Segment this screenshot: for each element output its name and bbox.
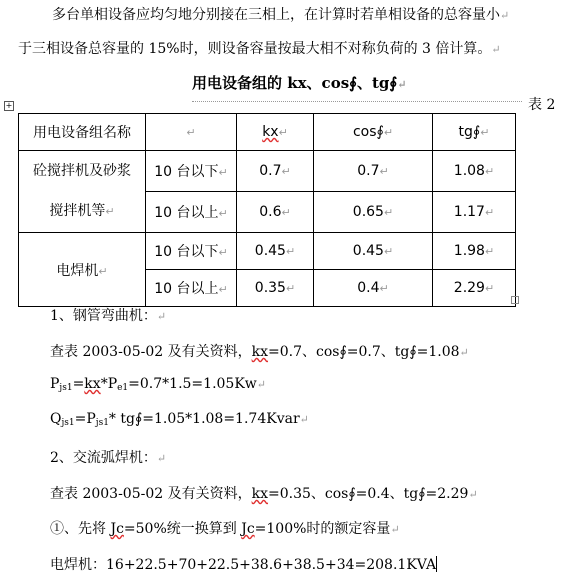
cell-mark-icon: ↵ — [480, 126, 490, 139]
kx-cell: 0.35↵ — [237, 270, 314, 307]
cell-mark-icon: ↵ — [98, 264, 108, 278]
count-cell: 10 台以上↵ — [146, 192, 237, 233]
cell-mark-icon: ↵ — [218, 246, 228, 259]
cell-mark-icon: ↵ — [484, 282, 495, 295]
p-js1-formula: $P_{js1}=kx*P_{e1}=0.7*1.5=1.05Kw↵$ — [50, 376, 266, 393]
cell-mark-icon: ↵ — [278, 126, 288, 139]
cell-mark-icon: ↵ — [383, 245, 394, 258]
header-cell: tg∮↵ — [433, 114, 516, 151]
cos-cell: 0.4↵ — [314, 270, 433, 307]
paragraph-mark-icon: ↵ — [156, 310, 167, 323]
group-name-cell: 电焊机↵ — [19, 233, 146, 307]
group-name-cell: 砼搅拌机及砂浆 搅拌机等↵ — [19, 151, 146, 233]
cell-mark-icon: ↵ — [383, 126, 394, 139]
table-resize-handle[interactable] — [511, 296, 519, 304]
header-cell: kx↵ — [237, 114, 314, 151]
intro-line-2: 于三相设备总容量的 15%时，则设备容量按最大相不对称负荷的 3 倍计算。↵ — [18, 41, 501, 57]
count-cell: 10 台以下↵ — [146, 151, 237, 192]
caption-divider — [192, 101, 522, 102]
intro-line-1: 多台单相设备应均匀地分别接在三相上，在计算时若单相设备的总容量小↵ — [52, 7, 510, 23]
cell-mark-icon: ↵ — [218, 283, 228, 296]
kx-cell: 0.45↵ — [237, 233, 314, 270]
cell-mark-icon: ↵ — [484, 206, 495, 219]
table-header-row — [19, 114, 516, 151]
paragraph-mark-icon: ↵ — [468, 488, 478, 501]
header-cell: 用电设备组名称 — [19, 114, 146, 151]
table-caption: 用电设备组的 kx、cos∮、tg∮↵ — [192, 74, 407, 92]
kx-cell: 0.6↵ — [237, 192, 314, 233]
count-cell: 10 台以上↵ — [146, 270, 237, 307]
paragraph-mark-icon: ↵ — [459, 346, 469, 359]
section-1-lookup: 查表 2003-05-02 及有关资料，kx=0.7、cos∮=0.7、tg∮=1.08↵ — [50, 344, 469, 360]
table-move-handle-icon[interactable]: + — [5, 101, 13, 110]
cos-cell: 0.7↵ — [314, 151, 433, 192]
welder-total[interactable]: 电焊机：16+22.5+70+22.5+38.6+38.5+34=208.1KVA — [50, 557, 437, 573]
table-row — [19, 151, 516, 192]
cell-mark-icon: ↵ — [281, 165, 291, 178]
paragraph-mark-icon: ↵ — [397, 78, 407, 91]
cell-mark-icon: ↵ — [484, 165, 495, 178]
cell-mark-icon: ↵ — [383, 206, 394, 219]
table-row — [19, 233, 516, 270]
count-cell: 10 台以下↵ — [146, 233, 237, 270]
paragraph-mark-icon: ↵ — [156, 452, 167, 465]
table-note: 表 2 — [528, 97, 556, 113]
cell-mark-icon: ↵ — [186, 126, 196, 139]
coefficient-table — [18, 113, 516, 307]
paragraph-mark-icon: ↵ — [500, 9, 510, 22]
cell-mark-icon: ↵ — [218, 166, 228, 179]
section-2-title: 2、交流弧焊机：↵ — [50, 450, 167, 466]
cell-mark-icon: ↵ — [484, 245, 495, 258]
cos-cell: 0.45↵ — [314, 233, 433, 270]
cell-mark-icon: ↵ — [285, 245, 296, 258]
section-2-lookup: 查表 2003-05-02 及有关资料，kx=0.35、cos∮=0.4、tg∮=2.29↵ — [50, 486, 478, 502]
section-1-title: 1、钢管弯曲机：↵ — [50, 308, 167, 324]
paragraph-mark-icon: ↵ — [390, 523, 400, 536]
tg-cell: 1.17↵ — [433, 192, 516, 233]
step-1-text: ①、先将 Jc=50%统一换算到 Jc=100%时的额定容量↵ — [50, 521, 400, 537]
header-cell — [146, 114, 237, 151]
cos-cell: 0.65↵ — [314, 192, 433, 233]
header-cell: cos∮↵ — [314, 114, 433, 151]
cell-mark-icon: ↵ — [379, 282, 389, 295]
cell-mark-icon: ↵ — [218, 207, 228, 220]
cell-mark-icon: ↵ — [281, 206, 291, 219]
paragraph-mark-icon: ↵ — [491, 43, 501, 56]
paragraph-mark-icon: ↵ — [256, 378, 266, 391]
kx-cell: 0.7↵ — [237, 151, 314, 192]
tg-cell: 1.08↵ — [433, 151, 516, 192]
tg-cell: 1.98↵ — [433, 233, 516, 270]
cell-mark-icon: ↵ — [285, 282, 296, 295]
cell-mark-icon: ↵ — [379, 165, 389, 178]
q-js1-formula: $Q_{js1}=P_{js1}*$ tg∮=1.05*1.08=1.74Kvar↵ — [50, 411, 309, 428]
cell-mark-icon: ↵ — [105, 205, 115, 218]
tg-cell: 2.29↵ — [433, 270, 516, 307]
paragraph-mark-icon: ↵ — [299, 413, 309, 426]
text-cursor — [436, 556, 437, 572]
